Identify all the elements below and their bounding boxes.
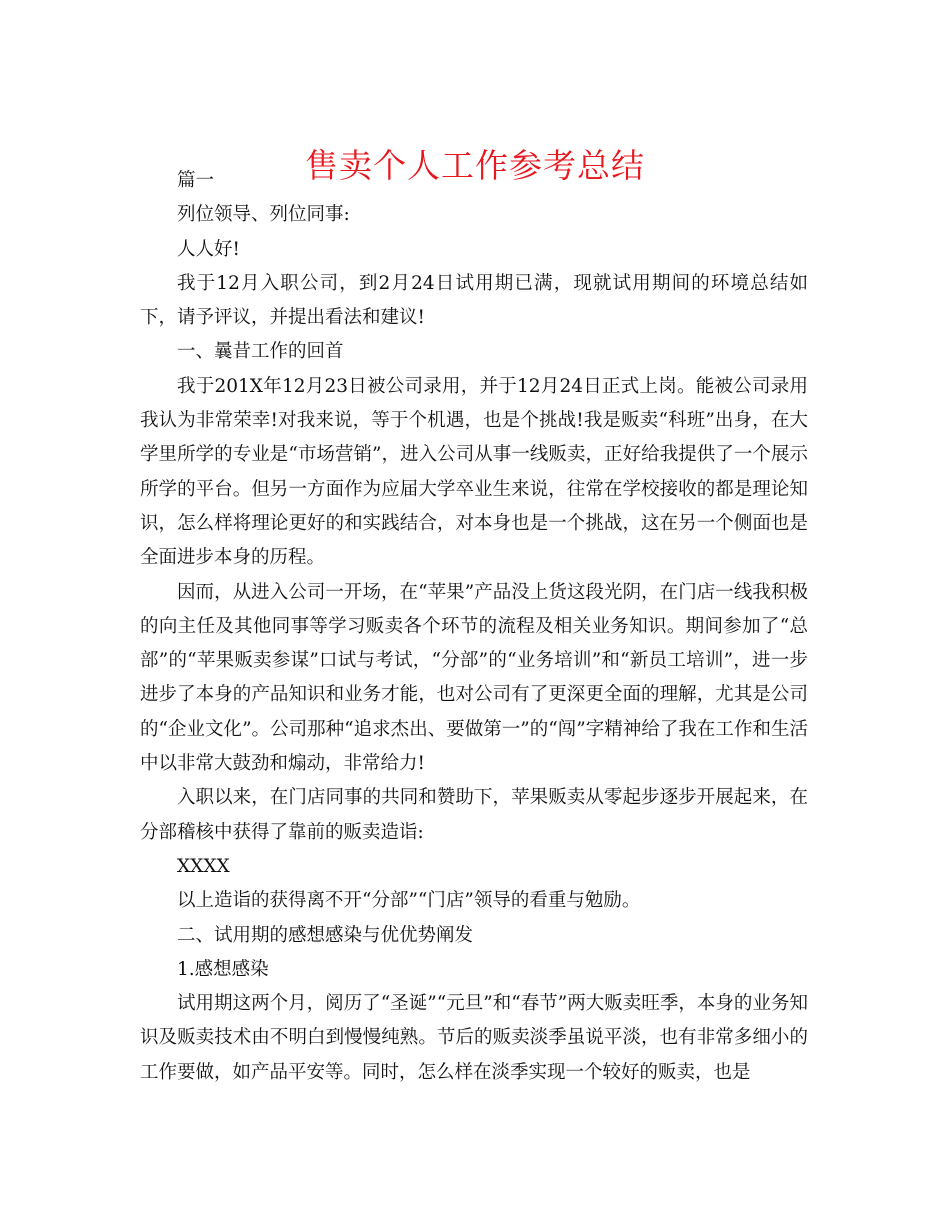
document-body [140, 164, 808, 1090]
paragraph-greeting: 人人好! [177, 238, 240, 260]
heading-feelings: 1.感想感染 [177, 958, 269, 980]
paragraph-intro: 我于12月入职公司，到2月24日试用期已满，现就试用期间的环境总结如下，请予评议，并提出看法和建议! [140, 272, 808, 329]
paragraph-results-placeholder: XXXX [177, 855, 230, 877]
paragraph-salutation: 列位领导、列位同事: [177, 204, 350, 226]
heading-probation-reflection: 二、试用期的感想感染与优优势阐发 [177, 924, 474, 946]
paragraph-probation-experience: 试用期这两个月，阅历了“圣诞”“元旦”和“春节”两大贩卖旺季，本身的业务知识及贩卖技术由不明白到慢慢纯熟。节后的贩卖淡季虽说平淡，也有非常多细小的工作要做，如产品平安等。同时，怎么样在淡季实现一个较好的贩卖，也是 [140, 993, 808, 1083]
paragraph-hiring: 我于201X年12月23日被公司录用，并于12月24日正式上岗。能被公司录用我认为非常荣幸!对我来说，等于个机遇，也是个挑战!我是贩卖“科班”出身，在大学里所学的专业是“市场营销”，进入公司从事一线贩卖，正好给我提供了一个展示所学的平台。但另一方面作为应届大学卒业生来说，往常在学校接收的都是理论知识，怎么样将理论更好的和实践结合，对本身也是一个挑战，这在另一个侧面也是全面进步本身的历程。 [140, 375, 808, 569]
document-title: 售卖个人工作参考总结 [305, 146, 645, 186]
paragraph-learning: 因而，从进入公司一开场，在“苹果”产品没上货这段光阴，在门店一线我积极的向主任及其他同事等学习贩卖各个环节的流程及相关业务知识。期间参加了“总部”的“苹果贩卖参谋”口试与考试，“分部”的“业务培训”和“新员工培训”，进一步进步了本身的产品知识和业务才能，也对公司有了更深更全面的理解，尤其是公司的“企业文化”。公司那种“追求杰出、要做第一”的“闯”字精神给了我在工作和生活中以非常大鼓劲和煽动，非常给力! [140, 581, 808, 775]
paragraph-sales-results: 入职以来，在门店同事的共同和赞助下，苹果贩卖从零起步逐步开展起来，在分部稽核中获得了靠前的贩卖造诣: [140, 787, 808, 843]
paragraph-section-label: 篇一 [177, 170, 215, 191]
paragraph-acknowledgement: 以上造诣的获得离不开“分部”“门店”领导的看重与勉励。 [177, 890, 641, 912]
heading-past-work-review: 一、曩昔工作的回首 [177, 341, 344, 363]
